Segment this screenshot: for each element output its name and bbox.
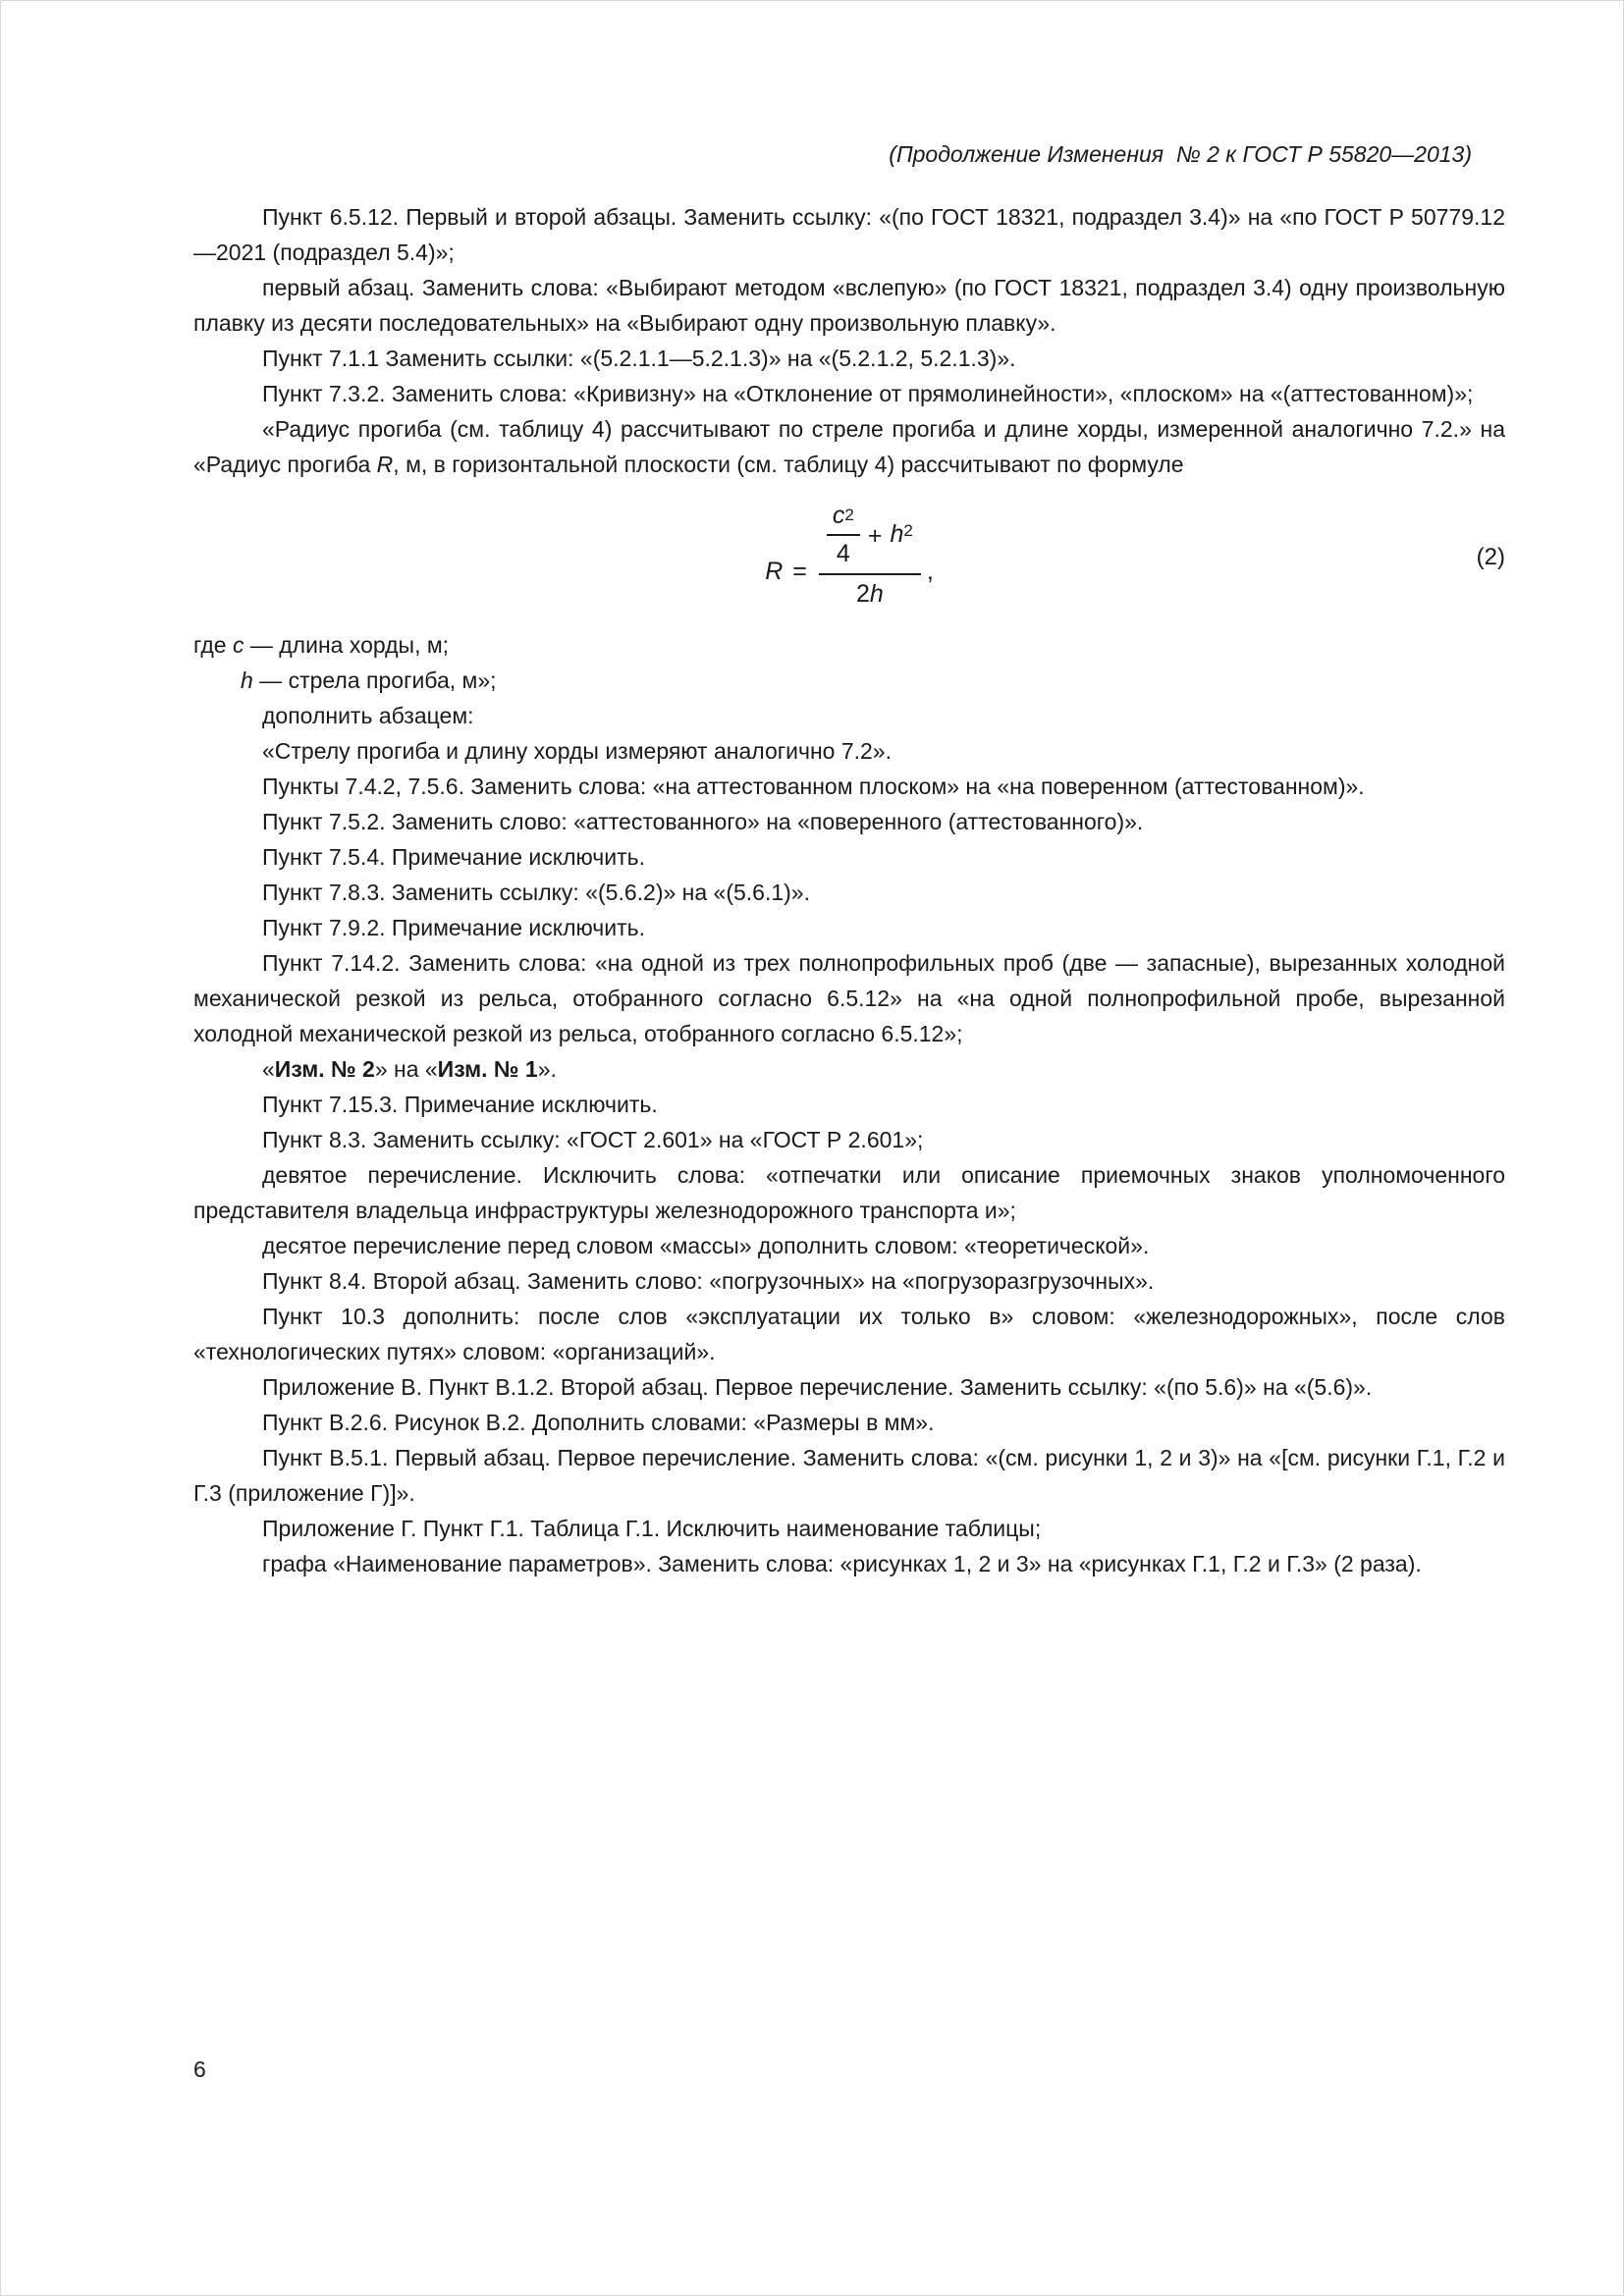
document-body	[193, 199, 1505, 1581]
text-run: Пункт В.2.6. Рисунок В.2. Дополнить словами: «Размеры в мм».	[262, 1410, 935, 1435]
paragraph	[193, 698, 1505, 733]
text-run: дополнить абзацем:	[262, 703, 474, 728]
formula-c-variable: c	[832, 501, 845, 529]
page-content	[193, 0, 1505, 1581]
paragraph	[193, 270, 1505, 341]
paragraph	[193, 839, 1505, 875]
text-run: Пункт 8.3. Заменить ссылку: «ГОСТ 2.601» на «ГОСТ Р 2.601»;	[262, 1127, 924, 1152]
paragraph	[193, 341, 1505, 376]
paragraph-group-after-formula	[193, 627, 1505, 1581]
paragraph	[193, 1263, 1505, 1299]
text-run: Пункт 7.5.2. Заменить слово: «аттестованного» на «поверенного (аттестованного)».	[262, 809, 1144, 834]
paragraph	[193, 1546, 1505, 1581]
text-run: Пункт 7.15.3. Примечание исключить.	[262, 1092, 658, 1117]
formula-block	[193, 482, 1505, 627]
formula-outer-fraction	[819, 502, 921, 609]
text-run: Приложение Г. Пункт Г.1. Таблица Г.1. Исключить наименование таблицы;	[262, 1516, 1042, 1541]
text-run: ».	[537, 1056, 557, 1082]
text-run: «Стрелу прогиба и длину хорды измеряют аналогично 7.2».	[262, 738, 892, 764]
bold-text-run: Изм. № 1	[437, 1056, 538, 1082]
paragraph	[193, 733, 1505, 769]
text-run: Пункт 7.3.2. Заменить слова: «Кривизну» на «Отклонение от прямолинейности», «плоском» на «(аттестованном)»;	[262, 381, 1474, 406]
paragraph	[193, 804, 1505, 839]
formula-lhs-variable: R	[765, 557, 784, 585]
text-run: Пункты 7.4.2, 7.5.6. Заменить слова: «на аттестованном плоском» на «на поверенном (аттестованном)».	[262, 774, 1365, 799]
italic-text-run: h	[241, 667, 253, 693]
text-run: Пункт 7.1.1 Заменить ссылки: «(5.2.1.1—5.2.1.3)» на «(5.2.1.2, 5.2.1.3)».	[262, 346, 1016, 371]
text-run: Пункт 10.3 дополнить: после слов «эксплуатации их только в» словом: «железнодорожных», после слов «технологических путях» словом: «организаций».	[193, 1304, 1505, 1364]
paragraph-group-before-formula	[193, 199, 1505, 482]
text-run: — длина хорды, м;	[244, 632, 450, 658]
formula-h-exponent: 2	[903, 521, 913, 540]
formula-outer-denominator	[819, 573, 921, 609]
formula-equation	[765, 502, 934, 609]
text-run: Пункт 7.14.2. Заменить слова: «на одной из трех полнопрофильных проб (две — запасные), вырезанных холодной механической резкой из рельса, отобранного согласно 6.5.12» на «на одной полнопрофильной пробе, вырезанной холодной механической резкой из рельса, отобранного согласно 6.5.12»;	[193, 950, 1505, 1046]
paragraph	[193, 1440, 1505, 1511]
paragraph	[193, 1122, 1505, 1157]
text-run: десятое перечисление перед словом «массы» дополнить словом: «теоретической».	[262, 1233, 1150, 1258]
formula-denominator-coefficient: 2	[855, 579, 870, 608]
paragraph	[193, 910, 1505, 945]
formula-inner-fraction	[827, 502, 860, 568]
text-run: » на «	[374, 1056, 438, 1082]
text-run: графа «Наименование параметров». Заменить слова: «рисунках 1, 2 и 3» на «рисунках Г.1, Г.2 и Г.3» (2 раза).	[262, 1551, 1422, 1576]
paragraph	[193, 1157, 1505, 1228]
page-number: 6	[193, 2056, 206, 2082]
paragraph	[193, 1405, 1505, 1440]
text-run: Пункт 7.8.3. Заменить ссылку: «(5.6.2)» на «(5.6.1)».	[262, 880, 810, 905]
text-run: Пункт 6.5.12. Первый и второй абзацы. Заменить ссылку: «(по ГОСТ 18321, подраздел 3.4)» на «по ГОСТ Р 50779.12—2021 (подраздел 5.4)»;	[193, 204, 1505, 265]
text-run: Приложение В. Пункт В.1.2. Второй абзац. Первое перечисление. Заменить ссылку: «(по 5.6)» на «(5.6)».	[262, 1374, 1373, 1400]
text-run: «	[262, 1056, 275, 1082]
text-run: «Радиус прогиба (см. таблицу 4) рассчитывают по стреле прогиба и длине хорды, измеренной аналогично 7.2.» на «Радиус прогиба	[193, 416, 1505, 477]
formula-h-variable: h	[890, 520, 904, 548]
paragraph	[193, 1228, 1505, 1263]
text-run: Пункт В.5.1. Первый абзац. Первое перечисление. Заменить слова: «(см. рисунки 1, 2 и 3)» на «[см. рисунки Г.1, Г.2 и Г.3 (приложение Г)]».	[193, 1445, 1505, 1506]
formula-outer-numerator	[819, 502, 921, 573]
paragraph	[193, 1299, 1505, 1369]
formula-inner-numerator: c 2	[832, 501, 854, 529]
formula-plus-sign: +	[867, 522, 883, 550]
paragraph	[193, 769, 1505, 804]
italic-text-run: c	[232, 632, 244, 658]
text-run: Пункт 7.5.4. Примечание исключить.	[262, 844, 646, 870]
text-run: — стрела прогиба, м»;	[252, 667, 497, 693]
paragraph	[193, 663, 1505, 698]
text-run: первый абзац. Заменить слова: «Выбирают методом «вслепую» (по ГОСТ 18321, подраздел 3.4) одну произвольную плавку из десяти последовательных» на «Выбирают одну произвольную плавку».	[193, 275, 1505, 336]
text-run: Пункт 8.4. Второй абзац. Заменить слово: «погрузочных» на «погрузоразгрузочных».	[262, 1268, 1155, 1294]
running-header: (Продолжение Изменения № 2 к ГОСТ Р 55820—2013)	[889, 141, 1472, 167]
paragraph	[193, 1051, 1505, 1087]
text-run: где	[193, 632, 233, 658]
text-run: Пункт 7.9.2. Примечание исключить.	[262, 915, 646, 940]
formula-number: (2)	[1476, 543, 1505, 570]
text-run: девятое перечисление. Исключить слова: «отпечатки или описание приемочных знаков уполномоченного представителя владельца инфраструктуры железнодорожного транспорта и»;	[193, 1162, 1505, 1223]
paragraph	[193, 1087, 1505, 1122]
formula-inner-denominator: 4	[827, 534, 860, 568]
paragraph	[193, 199, 1505, 270]
paragraph	[193, 945, 1505, 1051]
paragraph	[193, 1511, 1505, 1546]
paragraph	[193, 1369, 1505, 1405]
italic-text-run: R	[376, 452, 394, 477]
formula-equals-sign: =	[792, 557, 807, 585]
paragraph	[193, 875, 1505, 910]
paragraph	[193, 627, 1505, 663]
formula-h-squared-term	[890, 520, 912, 549]
text-run: , м, в горизонтальной плоскости (см. таблицу 4) рассчитывают по формуле	[393, 452, 1184, 477]
paragraph	[193, 376, 1505, 411]
formula-trailing-comma: ,	[926, 557, 934, 585]
formula-denominator-variable: h	[869, 579, 884, 608]
paragraph	[193, 411, 1505, 482]
bold-text-run: Изм. № 2	[274, 1056, 375, 1082]
